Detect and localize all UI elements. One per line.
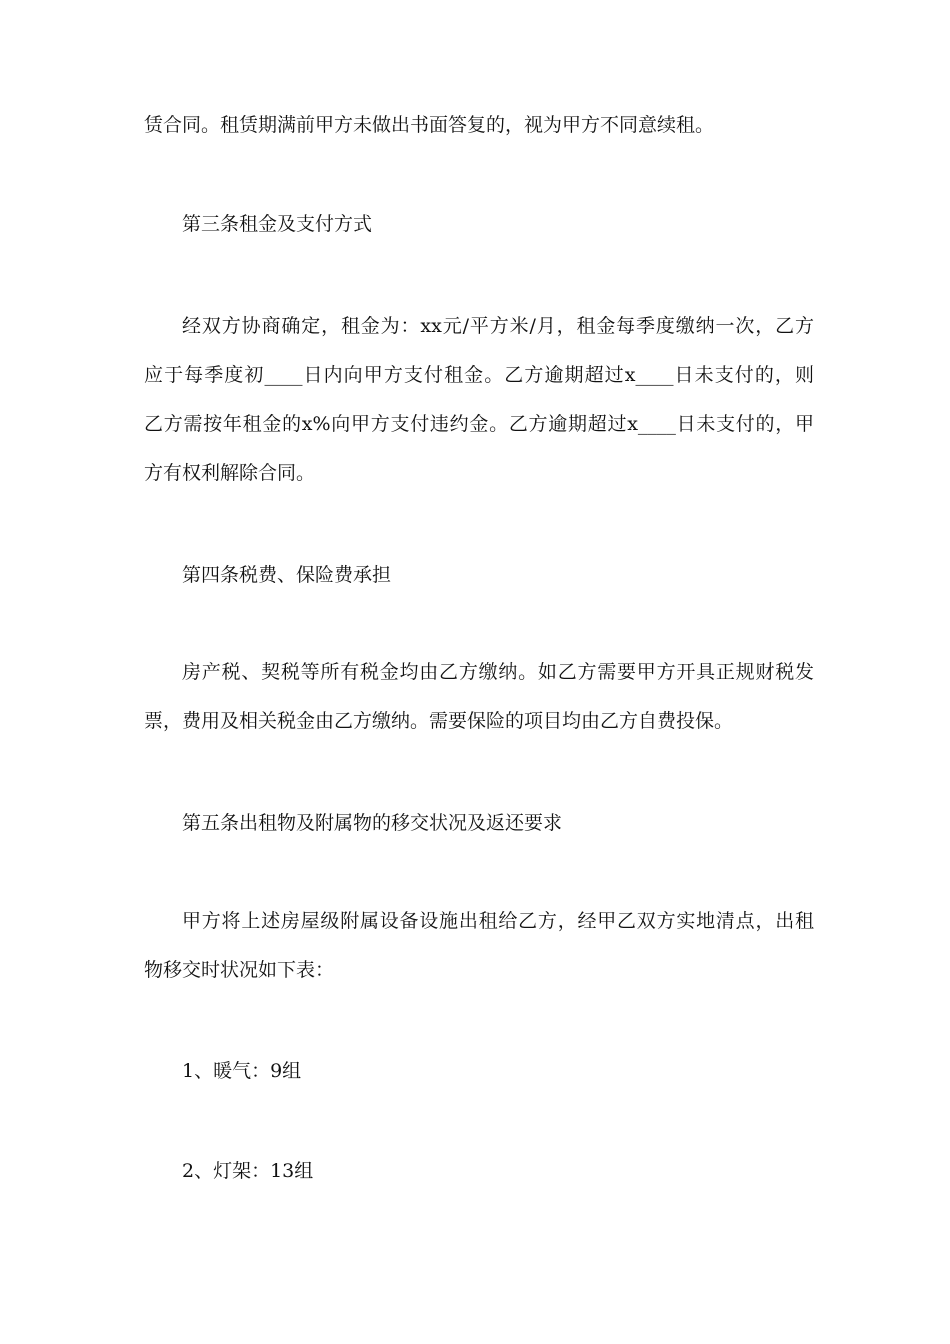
paragraph-line: 赁合同。租赁期满前甲方未做出书面答复的，视为甲方不同意续租。 [144,114,715,136]
paragraph-line: 应于每季度初____日内向甲方支付租金。乙方逾期超过x____日未支付的，则 [144,364,814,386]
paragraph-line: 经双方协商确定，租金为：xx元/平方米/月，租金每季度缴纳一次，乙方 [182,315,814,337]
paragraph-line: 乙方需按年租金的x%向甲方支付违约金。乙方逾期超过x____日未支付的，甲 [144,413,814,435]
paragraph-line: 方有权利解除合同。 [144,462,316,484]
paragraph-line: 房产税、契税等所有税金均由乙方缴纳。如乙方需要甲方开具正规财税发 [182,661,814,683]
list-item: 1、暖气：9组 [182,1060,302,1082]
section-heading: 第三条租金及支付方式 [182,213,373,235]
section-heading: 第四条税费、保险费承担 [182,564,392,586]
paragraph-line: 票，费用及相关税金由乙方缴纳。需要保险的项目均由乙方自费投保。 [144,710,734,732]
paragraph-line: 物移交时状况如下表： [144,959,335,981]
paragraph-line: 甲方将上述房屋级附属设备设施出租给乙方，经甲乙双方实地清点，出租 [182,910,814,932]
list-item: 2、灯架：13组 [182,1160,314,1182]
section-heading: 第五条出租物及附属物的移交状况及返还要求 [182,812,563,834]
